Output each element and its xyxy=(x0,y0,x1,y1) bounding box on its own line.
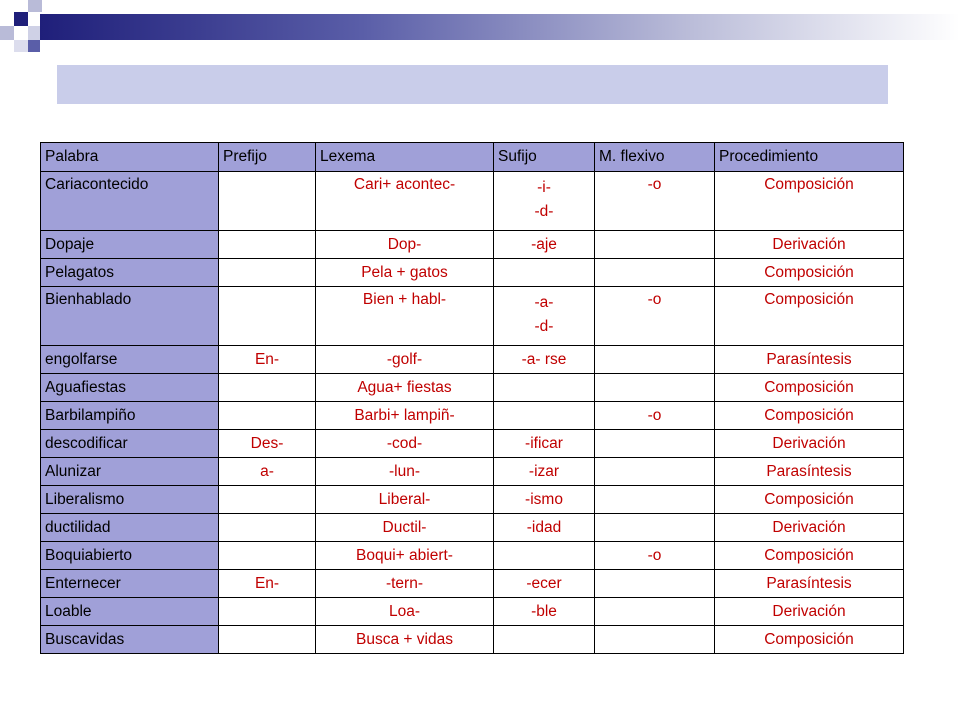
table-row xyxy=(41,626,904,654)
decor-square-light xyxy=(28,0,42,12)
cell-word: Liberalismo xyxy=(41,486,219,514)
cell-prefix: En- xyxy=(219,346,316,374)
cell-suffix xyxy=(494,374,595,402)
cell-prefix xyxy=(219,259,316,287)
cell-suffix: -izar xyxy=(494,458,595,486)
cell-lexeme: Boqui+ abiert- xyxy=(316,542,494,570)
cell-flex xyxy=(595,626,715,654)
cell-lexeme: -tern- xyxy=(316,570,494,598)
table-header-row xyxy=(41,143,904,172)
cell-word: Enternecer xyxy=(41,570,219,598)
cell-prefix xyxy=(219,626,316,654)
cell-word: Pelagatos xyxy=(41,259,219,287)
cell-suffix: -ismo xyxy=(494,486,595,514)
cell-procedure: Derivación xyxy=(715,514,904,542)
cell-procedure: Composición xyxy=(715,172,904,231)
header-prefijo: Prefijo xyxy=(219,143,316,172)
cell-flex xyxy=(595,259,715,287)
cell-flex xyxy=(595,598,715,626)
cell-prefix: Des- xyxy=(219,430,316,458)
cell-suffix: -idad xyxy=(494,514,595,542)
cell-suffix xyxy=(494,172,595,231)
cell-lexeme: -lun- xyxy=(316,458,494,486)
cell-flex xyxy=(595,374,715,402)
table-row xyxy=(41,486,904,514)
cell-procedure: Composición xyxy=(715,287,904,346)
table-row xyxy=(41,542,904,570)
cell-flex xyxy=(595,430,715,458)
cell-procedure: Derivación xyxy=(715,430,904,458)
cell-procedure: Derivación xyxy=(715,598,904,626)
cell-word: engolfarse xyxy=(41,346,219,374)
cell-suffix: -ble xyxy=(494,598,595,626)
cell-procedure: Parasíntesis xyxy=(715,570,904,598)
table-row xyxy=(41,402,904,430)
cell-suffix xyxy=(494,626,595,654)
title-bar xyxy=(57,65,888,104)
decor-square-pale xyxy=(14,40,28,52)
cell-suffix: -aje xyxy=(494,231,595,259)
cell-lexeme: Loa- xyxy=(316,598,494,626)
cell-suffix-line: -a- xyxy=(534,294,554,311)
header-lexema: Lexema xyxy=(316,143,494,172)
table-row xyxy=(41,231,904,259)
table-row xyxy=(41,514,904,542)
cell-prefix xyxy=(219,374,316,402)
cell-prefix: En- xyxy=(219,570,316,598)
cell-flex xyxy=(595,486,715,514)
cell-procedure: Parasíntesis xyxy=(715,458,904,486)
cell-prefix: a- xyxy=(219,458,316,486)
cell-suffix: -ecer xyxy=(494,570,595,598)
cell-word: ductilidad xyxy=(41,514,219,542)
cell-lexeme: Bien + habl- xyxy=(316,287,494,346)
table-row xyxy=(41,570,904,598)
cell-word: descodificar xyxy=(41,430,219,458)
cell-procedure: Composición xyxy=(715,259,904,287)
table-row xyxy=(41,458,904,486)
cell-word: Boquiabierto xyxy=(41,542,219,570)
cell-suffix xyxy=(494,287,595,346)
cell-lexeme: Liberal- xyxy=(316,486,494,514)
header-gradient-bar xyxy=(40,14,960,40)
cell-lexeme: Busca + vidas xyxy=(316,626,494,654)
cell-flex xyxy=(595,514,715,542)
cell-procedure: Derivación xyxy=(715,231,904,259)
cell-suffix-line: -i- xyxy=(537,179,551,196)
cell-lexeme: Barbi+ lampiñ- xyxy=(316,402,494,430)
cell-procedure: Composición xyxy=(715,402,904,430)
table-row xyxy=(41,430,904,458)
cell-flex xyxy=(595,458,715,486)
cell-lexeme: Cari+ acontec- xyxy=(316,172,494,231)
header-m-flexivo: M. flexivo xyxy=(595,143,715,172)
header-palabra: Palabra xyxy=(41,143,219,172)
table-row xyxy=(41,598,904,626)
cell-flex xyxy=(595,346,715,374)
decor-square-navy xyxy=(14,12,28,26)
cell-procedure: Composición xyxy=(715,542,904,570)
table-row xyxy=(41,172,904,231)
cell-word: Dopaje xyxy=(41,231,219,259)
cell-suffix: -a- rse xyxy=(494,346,595,374)
cell-prefix xyxy=(219,598,316,626)
cell-prefix xyxy=(219,402,316,430)
cell-lexeme: Agua+ fiestas xyxy=(316,374,494,402)
cell-word: Loable xyxy=(41,598,219,626)
cell-prefix xyxy=(219,231,316,259)
cell-suffix-line: -d- xyxy=(534,203,554,220)
table-row xyxy=(41,346,904,374)
table-row xyxy=(41,259,904,287)
morphology-table xyxy=(40,142,904,654)
cell-suffix xyxy=(494,259,595,287)
cell-procedure: Composición xyxy=(715,626,904,654)
cell-prefix xyxy=(219,514,316,542)
cell-flex: -o xyxy=(595,172,715,231)
cell-suffix-line: -d- xyxy=(534,318,554,335)
cell-flex: -o xyxy=(595,542,715,570)
cell-lexeme: -cod- xyxy=(316,430,494,458)
table-row xyxy=(41,374,904,402)
cell-word: Buscavidas xyxy=(41,626,219,654)
cell-flex xyxy=(595,231,715,259)
decor-square-light xyxy=(0,26,14,40)
cell-suffix xyxy=(494,402,595,430)
cell-word: Alunizar xyxy=(41,458,219,486)
cell-suffix: -ificar xyxy=(494,430,595,458)
cell-flex: -o xyxy=(595,402,715,430)
cell-word: Barbilampiño xyxy=(41,402,219,430)
cell-word: Aguafiestas xyxy=(41,374,219,402)
cell-prefix xyxy=(219,287,316,346)
cell-procedure: Composición xyxy=(715,374,904,402)
cell-prefix xyxy=(219,172,316,231)
cell-flex xyxy=(595,570,715,598)
cell-procedure: Composición xyxy=(715,486,904,514)
cell-lexeme: Dop- xyxy=(316,231,494,259)
decor-square-navy xyxy=(28,40,40,52)
cell-flex: -o xyxy=(595,287,715,346)
header-procedimiento: Procedimiento xyxy=(715,143,904,172)
table-row xyxy=(41,287,904,346)
cell-word: Bienhablado xyxy=(41,287,219,346)
cell-word: Cariacontecido xyxy=(41,172,219,231)
cell-prefix xyxy=(219,542,316,570)
cell-suffix xyxy=(494,542,595,570)
cell-procedure: Parasíntesis xyxy=(715,346,904,374)
cell-prefix xyxy=(219,486,316,514)
cell-lexeme: Pela + gatos xyxy=(316,259,494,287)
cell-lexeme: Ductil- xyxy=(316,514,494,542)
header-sufijo: Sufijo xyxy=(494,143,595,172)
cell-lexeme: -golf- xyxy=(316,346,494,374)
